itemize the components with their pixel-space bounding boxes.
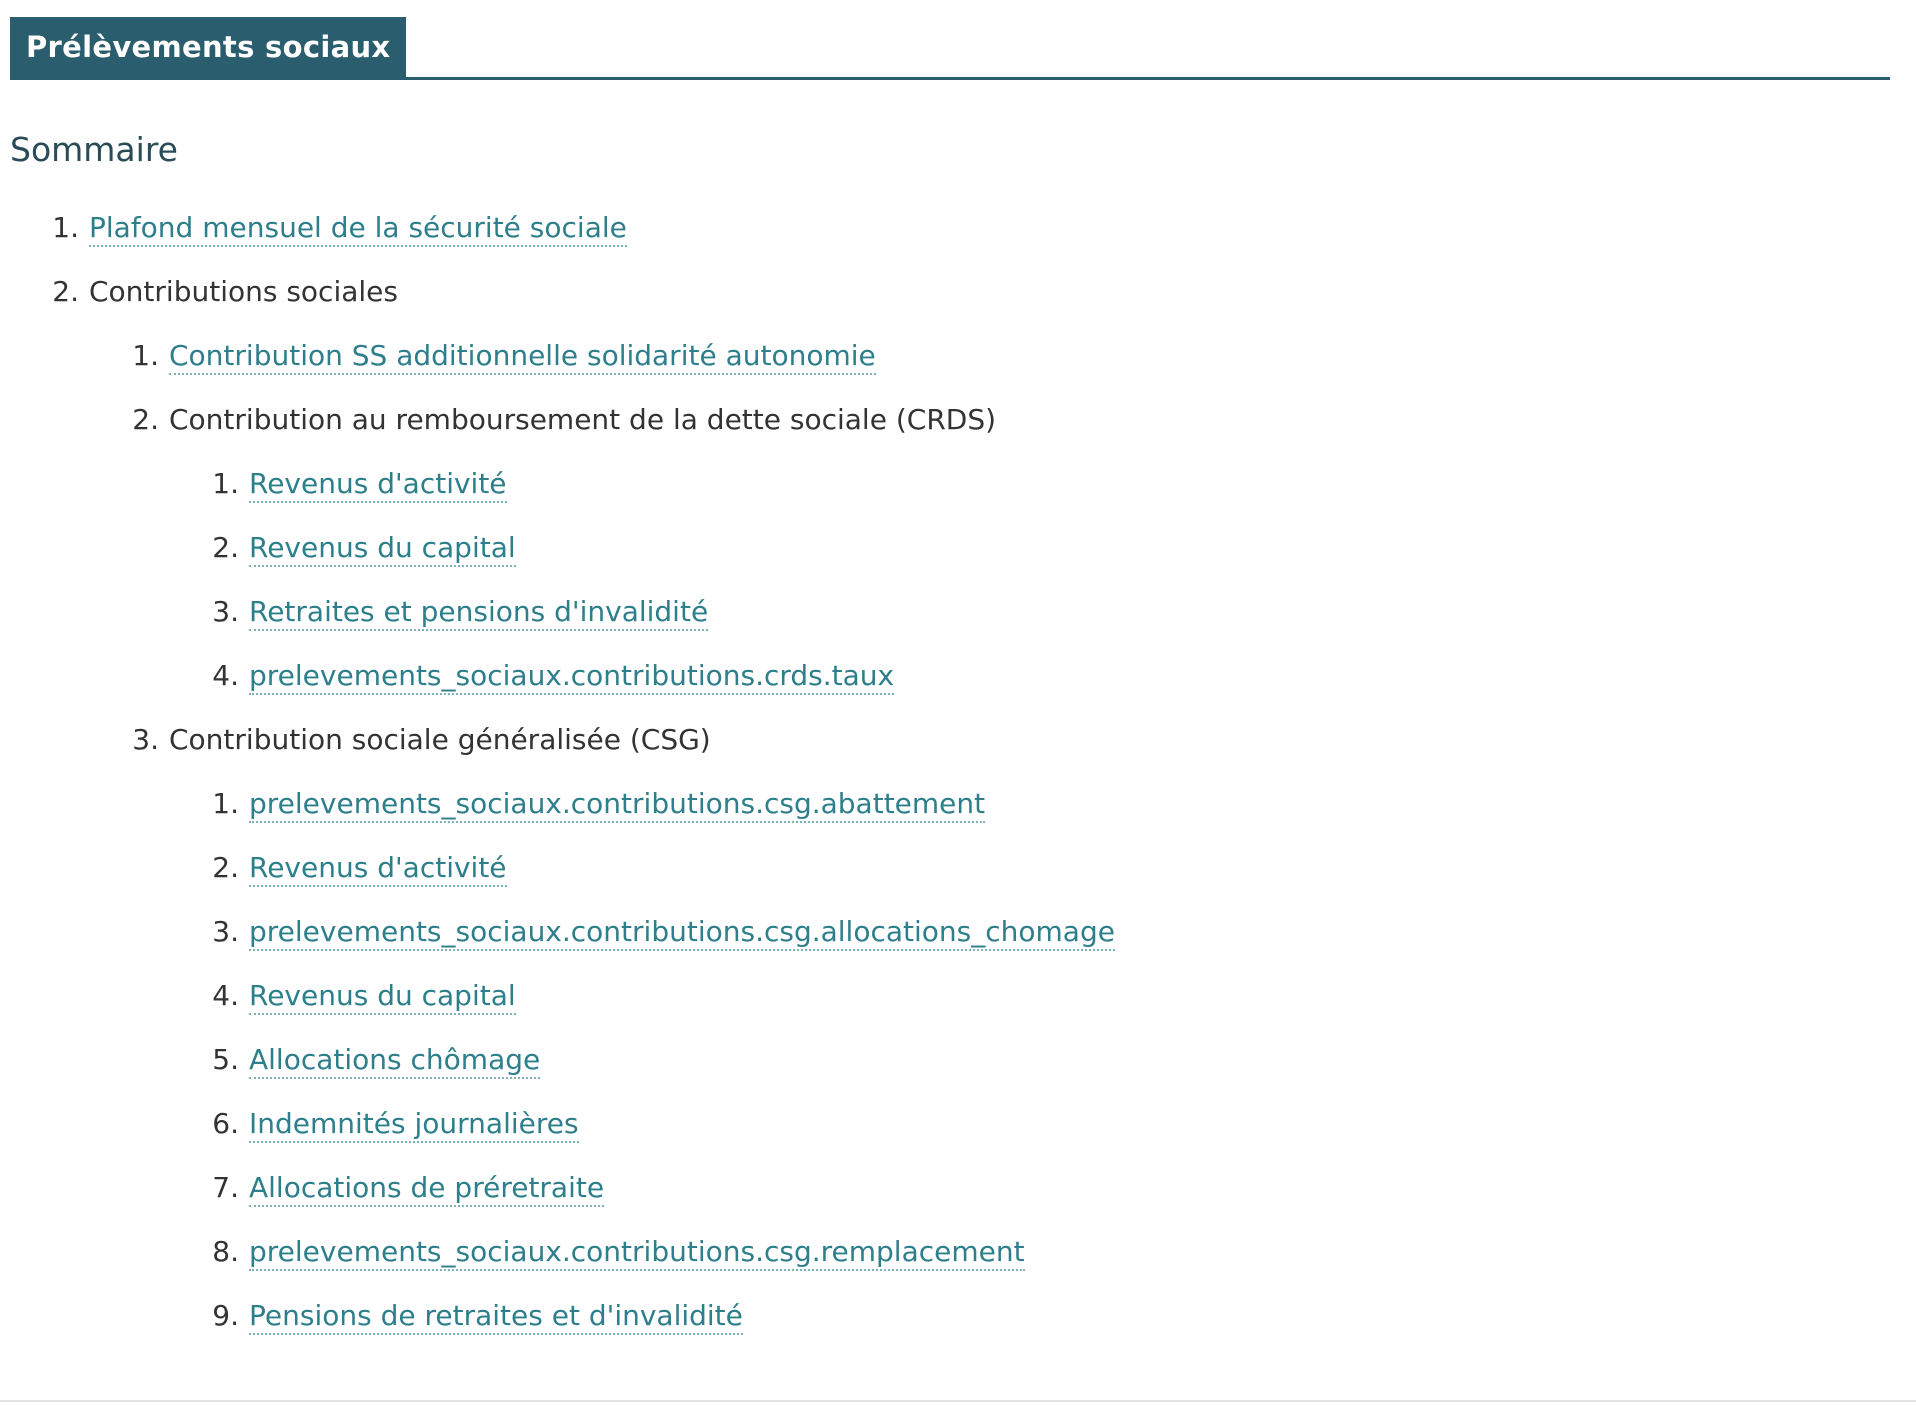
list-item	[10, 516, 1890, 580]
link-csg-revenus-activite[interactable]: Revenus d'activité	[249, 851, 507, 887]
item-number: 3.	[212, 915, 239, 948]
item-number: 2.	[52, 275, 79, 308]
link-crds-taux[interactable]: prelevements_sociaux.contributions.crds.taux	[249, 659, 894, 695]
summary-title: Sommaire	[10, 130, 178, 169]
item-number: 4.	[212, 979, 239, 1012]
link-crds-revenus-capital[interactable]: Revenus du capital	[249, 531, 516, 567]
list-item	[10, 1092, 1890, 1156]
list-item	[10, 644, 1890, 708]
link-plafond-mensuel[interactable]: Plafond mensuel de la sécurité sociale	[89, 211, 627, 247]
list-item	[10, 1284, 1890, 1348]
link-crds-retraites-pensions[interactable]: Retraites et pensions d'invalidité	[249, 595, 708, 631]
list-item	[10, 1156, 1890, 1220]
item-number: 1.	[52, 211, 79, 244]
summary-list	[10, 196, 1890, 1348]
list-item	[10, 836, 1890, 900]
list-item	[10, 196, 1890, 260]
item-number: 5.	[212, 1043, 239, 1076]
link-csg-abattement[interactable]: prelevements_sociaux.contributions.csg.abattement	[249, 787, 985, 823]
section-title: Prélèvements sociaux	[10, 17, 406, 77]
link-csg-indemnites-journalieres[interactable]: Indemnités journalières	[249, 1107, 579, 1143]
list-item	[10, 900, 1890, 964]
sublist-crds	[10, 452, 1890, 708]
item-number: 1.	[132, 339, 159, 372]
item-number: 3.	[212, 595, 239, 628]
link-csg-pensions-retraites[interactable]: Pensions de retraites et d'invalidité	[249, 1299, 743, 1335]
section-label-crds: Contribution au remboursement de la dette sociale (CRDS)	[169, 403, 997, 436]
link-csg-allocations-chomage-param[interactable]: prelevements_sociaux.contributions.csg.allocations_chomage	[249, 915, 1115, 951]
page	[10, 17, 1890, 1348]
link-csg-allocations-chomage[interactable]: Allocations chômage	[249, 1043, 540, 1079]
list-item	[10, 324, 1890, 388]
list-item	[10, 1028, 1890, 1092]
link-csg-revenus-capital[interactable]: Revenus du capital	[249, 979, 516, 1015]
section-label-csg: Contribution sociale généralisée (CSG)	[169, 723, 711, 756]
section-header	[10, 17, 1890, 80]
sublist-csg	[10, 772, 1890, 1348]
link-contribution-ss-additionnelle[interactable]: Contribution SS additionnelle solidarité autonomie	[169, 339, 876, 375]
item-number: 2.	[212, 531, 239, 564]
item-number: 8.	[212, 1235, 239, 1268]
item-number: 2.	[212, 851, 239, 884]
bottom-divider	[0, 1400, 1916, 1402]
item-number: 9.	[212, 1299, 239, 1332]
item-number: 7.	[212, 1171, 239, 1204]
item-number: 6.	[212, 1107, 239, 1140]
list-item	[10, 772, 1890, 836]
item-number: 2.	[132, 403, 159, 436]
link-csg-remplacement[interactable]: prelevements_sociaux.contributions.csg.remplacement	[249, 1235, 1025, 1271]
list-item	[10, 260, 1890, 1348]
list-item	[10, 580, 1890, 644]
list-item	[10, 964, 1890, 1028]
item-number: 1.	[212, 467, 239, 500]
item-number: 1.	[212, 787, 239, 820]
section-label-contributions-sociales: Contributions sociales	[89, 275, 398, 308]
list-item	[10, 708, 1890, 1348]
list-item	[10, 452, 1890, 516]
item-number: 3.	[132, 723, 159, 756]
item-number: 4.	[212, 659, 239, 692]
list-item	[10, 388, 1890, 708]
link-csg-allocations-preretraite[interactable]: Allocations de préretraite	[249, 1171, 604, 1207]
link-crds-revenus-activite[interactable]: Revenus d'activité	[249, 467, 507, 503]
list-item	[10, 1220, 1890, 1284]
sublist-contributions	[10, 324, 1890, 1348]
